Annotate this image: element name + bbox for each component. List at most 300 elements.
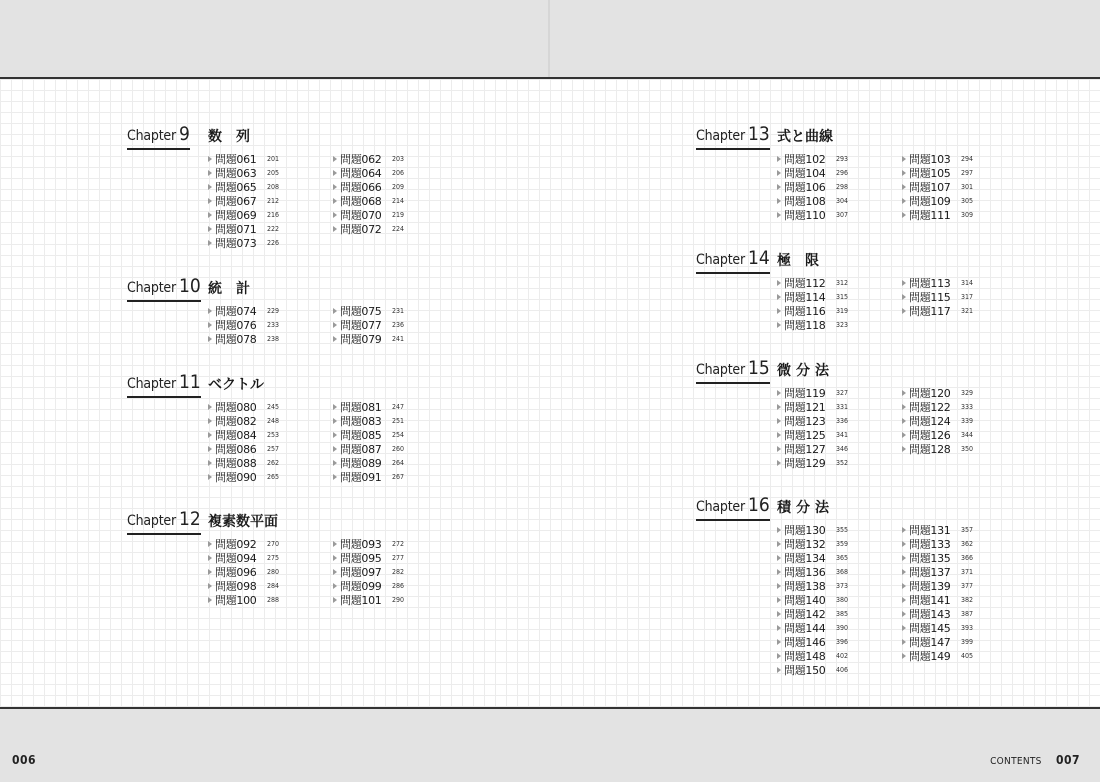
problem-entry [777, 152, 902, 166]
problem-label: 問題105 [909, 167, 951, 180]
chapter-label [127, 123, 190, 150]
problem-label: 問題085 [340, 429, 382, 442]
problem-entry [902, 428, 1027, 442]
problem-label: 問題129 [784, 457, 826, 470]
problem-label: 問題135 [909, 552, 951, 565]
problem-label: 問題083 [340, 415, 382, 428]
triangle-bullet-icon [777, 625, 781, 631]
page-number: 251 [392, 417, 405, 425]
problem-entry [333, 194, 458, 208]
page-number: 333 [961, 403, 974, 411]
triangle-bullet-icon [777, 667, 781, 673]
triangle-bullet-icon [777, 460, 781, 466]
problem-entry [902, 607, 1027, 621]
triangle-bullet-icon [208, 555, 212, 561]
page-number: 298 [836, 183, 849, 191]
page-number: 216 [267, 211, 280, 219]
triangle-bullet-icon [777, 156, 781, 162]
problem-label: 問題096 [215, 566, 257, 579]
problem-entry [777, 621, 902, 635]
triangle-bullet-icon [902, 527, 906, 533]
page-number: 241 [392, 335, 405, 343]
problem-label: 問題128 [909, 443, 951, 456]
chapter-title: 微分法 [777, 363, 834, 379]
problem-entry [333, 180, 458, 194]
page-number: 321 [961, 307, 974, 315]
triangle-bullet-icon [333, 460, 337, 466]
problem-label: 問題063 [215, 167, 257, 180]
problem-label: 問題134 [784, 552, 826, 565]
page-number-right: 007 [1055, 753, 1080, 767]
problem-entry [777, 400, 902, 414]
chapter-label [696, 123, 770, 150]
problem-list [208, 537, 458, 607]
triangle-bullet-icon [333, 404, 337, 410]
page-number: 331 [836, 403, 849, 411]
page-number: 385 [836, 610, 849, 618]
page-number: 317 [961, 293, 974, 301]
problem-label: 問題149 [909, 650, 951, 663]
problem-label: 問題077 [340, 319, 382, 332]
chapter-number: 10 [178, 275, 201, 297]
triangle-bullet-icon [902, 170, 906, 176]
page-number: 214 [392, 197, 405, 205]
problem-label: 問題064 [340, 167, 382, 180]
chapter-word: Chapter [127, 376, 176, 392]
chapter-word: Chapter [696, 128, 745, 144]
triangle-bullet-icon [208, 212, 212, 218]
triangle-bullet-icon [777, 541, 781, 547]
chapter-title: 数列 [208, 129, 264, 145]
page-number: 293 [836, 155, 849, 163]
problem-label: 問題078 [215, 333, 257, 346]
triangle-bullet-icon [902, 156, 906, 162]
triangle-bullet-icon [208, 541, 212, 547]
problem-label: 問題088 [215, 457, 257, 470]
page-number: 305 [961, 197, 974, 205]
triangle-bullet-icon [333, 597, 337, 603]
page-number-left: 006 [12, 753, 37, 767]
triangle-bullet-icon [208, 240, 212, 246]
problem-entry [777, 442, 902, 456]
problem-entry [902, 565, 1027, 579]
chapter-label [127, 508, 201, 535]
problem-entry [208, 579, 333, 593]
triangle-bullet-icon [333, 569, 337, 575]
problem-label: 問題124 [909, 415, 951, 428]
problem-list [777, 386, 1027, 470]
triangle-bullet-icon [902, 280, 906, 286]
triangle-bullet-icon [777, 555, 781, 561]
problem-entry [208, 442, 333, 456]
page-fold [548, 0, 550, 77]
problem-label: 問題141 [909, 594, 951, 607]
page-number: 247 [392, 403, 405, 411]
problem-label: 問題093 [340, 538, 382, 551]
triangle-bullet-icon [333, 583, 337, 589]
problem-entry [777, 663, 902, 677]
triangle-bullet-icon [902, 541, 906, 547]
problem-entry [902, 208, 1027, 222]
problem-entry [333, 551, 458, 565]
problem-entry [777, 304, 902, 318]
page-number: 224 [392, 225, 405, 233]
problem-entry [902, 635, 1027, 649]
problem-label: 問題069 [215, 209, 257, 222]
page-number: 393 [961, 624, 974, 632]
page-number: 377 [961, 582, 974, 590]
problem-entry [333, 442, 458, 456]
page-number: 265 [267, 473, 280, 481]
problem-list [208, 152, 458, 250]
problem-entry [333, 222, 458, 236]
triangle-bullet-icon [777, 294, 781, 300]
problem-entry [777, 208, 902, 222]
problem-entry [902, 414, 1027, 428]
problem-label: 問題080 [215, 401, 257, 414]
problem-label: 問題108 [784, 195, 826, 208]
problem-label: 問題097 [340, 566, 382, 579]
triangle-bullet-icon [777, 527, 781, 533]
problem-label: 問題147 [909, 636, 951, 649]
page-number: 203 [392, 155, 405, 163]
page-number: 282 [392, 568, 405, 576]
problem-entry [902, 386, 1027, 400]
chapter-title: 統計 [208, 281, 264, 297]
page-number: 336 [836, 417, 849, 425]
chapter-title: ベクトル [208, 377, 264, 393]
problem-entry [333, 565, 458, 579]
triangle-bullet-icon [333, 555, 337, 561]
problem-entry [902, 400, 1027, 414]
problem-label: 問題082 [215, 415, 257, 428]
problem-label: 問題126 [909, 429, 951, 442]
problem-label: 問題084 [215, 429, 257, 442]
chapter-number: 15 [747, 357, 770, 379]
page-number: 286 [392, 582, 405, 590]
problem-label: 問題138 [784, 580, 826, 593]
page-number: 275 [267, 554, 280, 562]
page-number: 272 [392, 540, 405, 548]
problem-list [777, 276, 1027, 332]
triangle-bullet-icon [333, 226, 337, 232]
triangle-bullet-icon [902, 418, 906, 424]
triangle-bullet-icon [777, 418, 781, 424]
chapter-number: 14 [747, 247, 770, 269]
triangle-bullet-icon [208, 184, 212, 190]
chapter-word: Chapter [127, 128, 176, 144]
page-number: 301 [961, 183, 974, 191]
problem-label: 問題144 [784, 622, 826, 635]
problem-label: 問題099 [340, 580, 382, 593]
triangle-bullet-icon [902, 446, 906, 452]
problem-entry [208, 400, 333, 414]
chapter-word: Chapter [696, 499, 745, 515]
problem-label: 問題101 [340, 594, 382, 607]
page-number: 260 [392, 445, 405, 453]
triangle-bullet-icon [333, 170, 337, 176]
page-number: 406 [836, 666, 849, 674]
problem-label: 問題098 [215, 580, 257, 593]
problem-list [777, 152, 1027, 222]
problem-entry [208, 565, 333, 579]
triangle-bullet-icon [333, 184, 337, 190]
page-number: 312 [836, 279, 849, 287]
page-number: 229 [267, 307, 280, 315]
problem-list [777, 523, 1027, 677]
problem-entry [777, 456, 902, 470]
page-number: 352 [836, 459, 849, 467]
triangle-bullet-icon [208, 226, 212, 232]
page-number: 380 [836, 596, 849, 604]
page-number: 314 [961, 279, 974, 287]
problem-entry [777, 180, 902, 194]
problem-entry [902, 194, 1027, 208]
chapter-word: Chapter [696, 252, 745, 268]
problem-label: 問題145 [909, 622, 951, 635]
page-number: 344 [961, 431, 974, 439]
page-number: 402 [836, 652, 849, 660]
triangle-bullet-icon [777, 184, 781, 190]
page-number: 222 [267, 225, 280, 233]
problem-entry [208, 470, 333, 484]
page-number: 270 [267, 540, 280, 548]
problem-label: 問題074 [215, 305, 257, 318]
chapter-title: 極限 [777, 253, 833, 269]
page-number: 304 [836, 197, 849, 205]
page-number: 257 [267, 445, 280, 453]
problem-label: 問題065 [215, 181, 257, 194]
chapter-number: 11 [178, 371, 201, 393]
problem-label: 問題075 [340, 305, 382, 318]
problem-label: 問題061 [215, 153, 257, 166]
problem-label: 問題104 [784, 167, 826, 180]
page-number: 297 [961, 169, 974, 177]
page-number: 387 [961, 610, 974, 618]
problem-label: 問題110 [784, 209, 826, 222]
problem-entry [777, 537, 902, 551]
page-number: 368 [836, 568, 849, 576]
triangle-bullet-icon [208, 474, 212, 480]
chapter-label [696, 247, 770, 274]
page-number: 357 [961, 526, 974, 534]
problem-entry [777, 166, 902, 180]
page-number: 359 [836, 540, 849, 548]
problem-label: 問題113 [909, 277, 951, 290]
problem-label: 問題094 [215, 552, 257, 565]
page-number: 323 [836, 321, 849, 329]
problem-entry [208, 456, 333, 470]
problem-label: 問題118 [784, 319, 826, 332]
triangle-bullet-icon [902, 432, 906, 438]
bottom-margin-band [0, 707, 1100, 782]
triangle-bullet-icon [777, 583, 781, 589]
problem-label: 問題111 [909, 209, 951, 222]
triangle-bullet-icon [208, 308, 212, 314]
triangle-bullet-icon [333, 212, 337, 218]
problem-entry [333, 332, 458, 346]
problem-entry [333, 456, 458, 470]
problem-label: 問題127 [784, 443, 826, 456]
page-number: 238 [267, 335, 280, 343]
triangle-bullet-icon [208, 156, 212, 162]
problem-entry [902, 276, 1027, 290]
page-number: 284 [267, 582, 280, 590]
page-number: 296 [836, 169, 849, 177]
page-number: 396 [836, 638, 849, 646]
problem-label: 問題130 [784, 524, 826, 537]
problem-entry [902, 551, 1027, 565]
problem-entry [208, 166, 333, 180]
triangle-bullet-icon [902, 625, 906, 631]
triangle-bullet-icon [902, 308, 906, 314]
triangle-bullet-icon [777, 597, 781, 603]
triangle-bullet-icon [777, 404, 781, 410]
problem-label: 問題115 [909, 291, 951, 304]
problem-label: 問題103 [909, 153, 951, 166]
problem-label: 問題107 [909, 181, 951, 194]
chapter-number: 16 [747, 494, 770, 516]
page-number: 262 [267, 459, 280, 467]
triangle-bullet-icon [902, 597, 906, 603]
triangle-bullet-icon [333, 432, 337, 438]
problem-label: 問題136 [784, 566, 826, 579]
problem-label: 問題066 [340, 181, 382, 194]
page-number: 236 [392, 321, 405, 329]
problem-entry [777, 194, 902, 208]
problem-entry [902, 579, 1027, 593]
problem-entry [208, 537, 333, 551]
problem-entry [333, 414, 458, 428]
problem-label: 問題068 [340, 195, 382, 208]
problem-entry [902, 442, 1027, 456]
chapter-word: Chapter [127, 513, 176, 529]
problem-label: 問題106 [784, 181, 826, 194]
page-number: 219 [392, 211, 405, 219]
problem-entry [333, 537, 458, 551]
problem-label: 問題087 [340, 443, 382, 456]
problem-entry [333, 318, 458, 332]
triangle-bullet-icon [902, 583, 906, 589]
problem-entry [333, 470, 458, 484]
problem-entry [333, 152, 458, 166]
page-number: 290 [392, 596, 405, 604]
problem-entry [902, 593, 1027, 607]
problem-label: 問題131 [909, 524, 951, 537]
chapter-label [127, 371, 201, 398]
problem-entry [902, 290, 1027, 304]
page-number: 315 [836, 293, 849, 301]
chapter-word: Chapter [696, 362, 745, 378]
triangle-bullet-icon [777, 198, 781, 204]
triangle-bullet-icon [208, 597, 212, 603]
problem-label: 問題114 [784, 291, 826, 304]
problem-entry [333, 428, 458, 442]
triangle-bullet-icon [333, 541, 337, 547]
page-number: 205 [267, 169, 280, 177]
problem-label: 問題139 [909, 580, 951, 593]
problem-entry [777, 523, 902, 537]
page-number: 355 [836, 526, 849, 534]
chapter-number: 12 [178, 508, 201, 530]
triangle-bullet-icon [333, 322, 337, 328]
page-number: 294 [961, 155, 974, 163]
triangle-bullet-icon [333, 308, 337, 314]
problem-label: 問題073 [215, 237, 257, 250]
problem-entry [333, 593, 458, 607]
problem-entry [333, 400, 458, 414]
triangle-bullet-icon [902, 184, 906, 190]
page-number: 399 [961, 638, 974, 646]
problem-entry [777, 579, 902, 593]
triangle-bullet-icon [333, 474, 337, 480]
chapter-word: Chapter [127, 280, 176, 296]
problem-label: 問題102 [784, 153, 826, 166]
page-number: 206 [392, 169, 405, 177]
page-number: 390 [836, 624, 849, 632]
problem-label: 問題123 [784, 415, 826, 428]
triangle-bullet-icon [208, 418, 212, 424]
problem-entry [902, 523, 1027, 537]
problem-entry [333, 304, 458, 318]
chapter-number: 9 [178, 123, 190, 145]
triangle-bullet-icon [333, 198, 337, 204]
problem-label: 問題079 [340, 333, 382, 346]
problem-entry [208, 414, 333, 428]
chapter-number: 13 [747, 123, 770, 145]
page-footer-right [990, 753, 1080, 767]
page-number: 309 [961, 211, 974, 219]
page-number: 365 [836, 554, 849, 562]
problem-entry [208, 194, 333, 208]
page-number: 307 [836, 211, 849, 219]
problem-label: 問題122 [909, 401, 951, 414]
problem-entry [208, 593, 333, 607]
page-number: 327 [836, 389, 849, 397]
page-number: 231 [392, 307, 405, 315]
page-number: 253 [267, 431, 280, 439]
problem-entry [208, 180, 333, 194]
chapter-title: 積分法 [777, 500, 834, 516]
problem-entry [902, 649, 1027, 663]
problem-entry [777, 649, 902, 663]
triangle-bullet-icon [902, 653, 906, 659]
page-number: 209 [392, 183, 405, 191]
problem-entry [333, 208, 458, 222]
problem-label: 問題089 [340, 457, 382, 470]
page-number: 208 [267, 183, 280, 191]
problem-entry [777, 635, 902, 649]
page-number: 264 [392, 459, 405, 467]
contents-label: CONTENTS [990, 756, 1042, 767]
page-number: 254 [392, 431, 405, 439]
problem-entry [208, 222, 333, 236]
page-number: 350 [961, 445, 974, 453]
problem-label: 問題070 [340, 209, 382, 222]
triangle-bullet-icon [902, 611, 906, 617]
problem-entry [208, 428, 333, 442]
problem-label: 問題121 [784, 401, 826, 414]
page-number: 212 [267, 197, 280, 205]
triangle-bullet-icon [777, 308, 781, 314]
problem-label: 問題092 [215, 538, 257, 551]
problem-entry [777, 565, 902, 579]
triangle-bullet-icon [902, 212, 906, 218]
triangle-bullet-icon [777, 212, 781, 218]
problem-entry [333, 579, 458, 593]
problem-entry [208, 318, 333, 332]
page-number: 233 [267, 321, 280, 329]
